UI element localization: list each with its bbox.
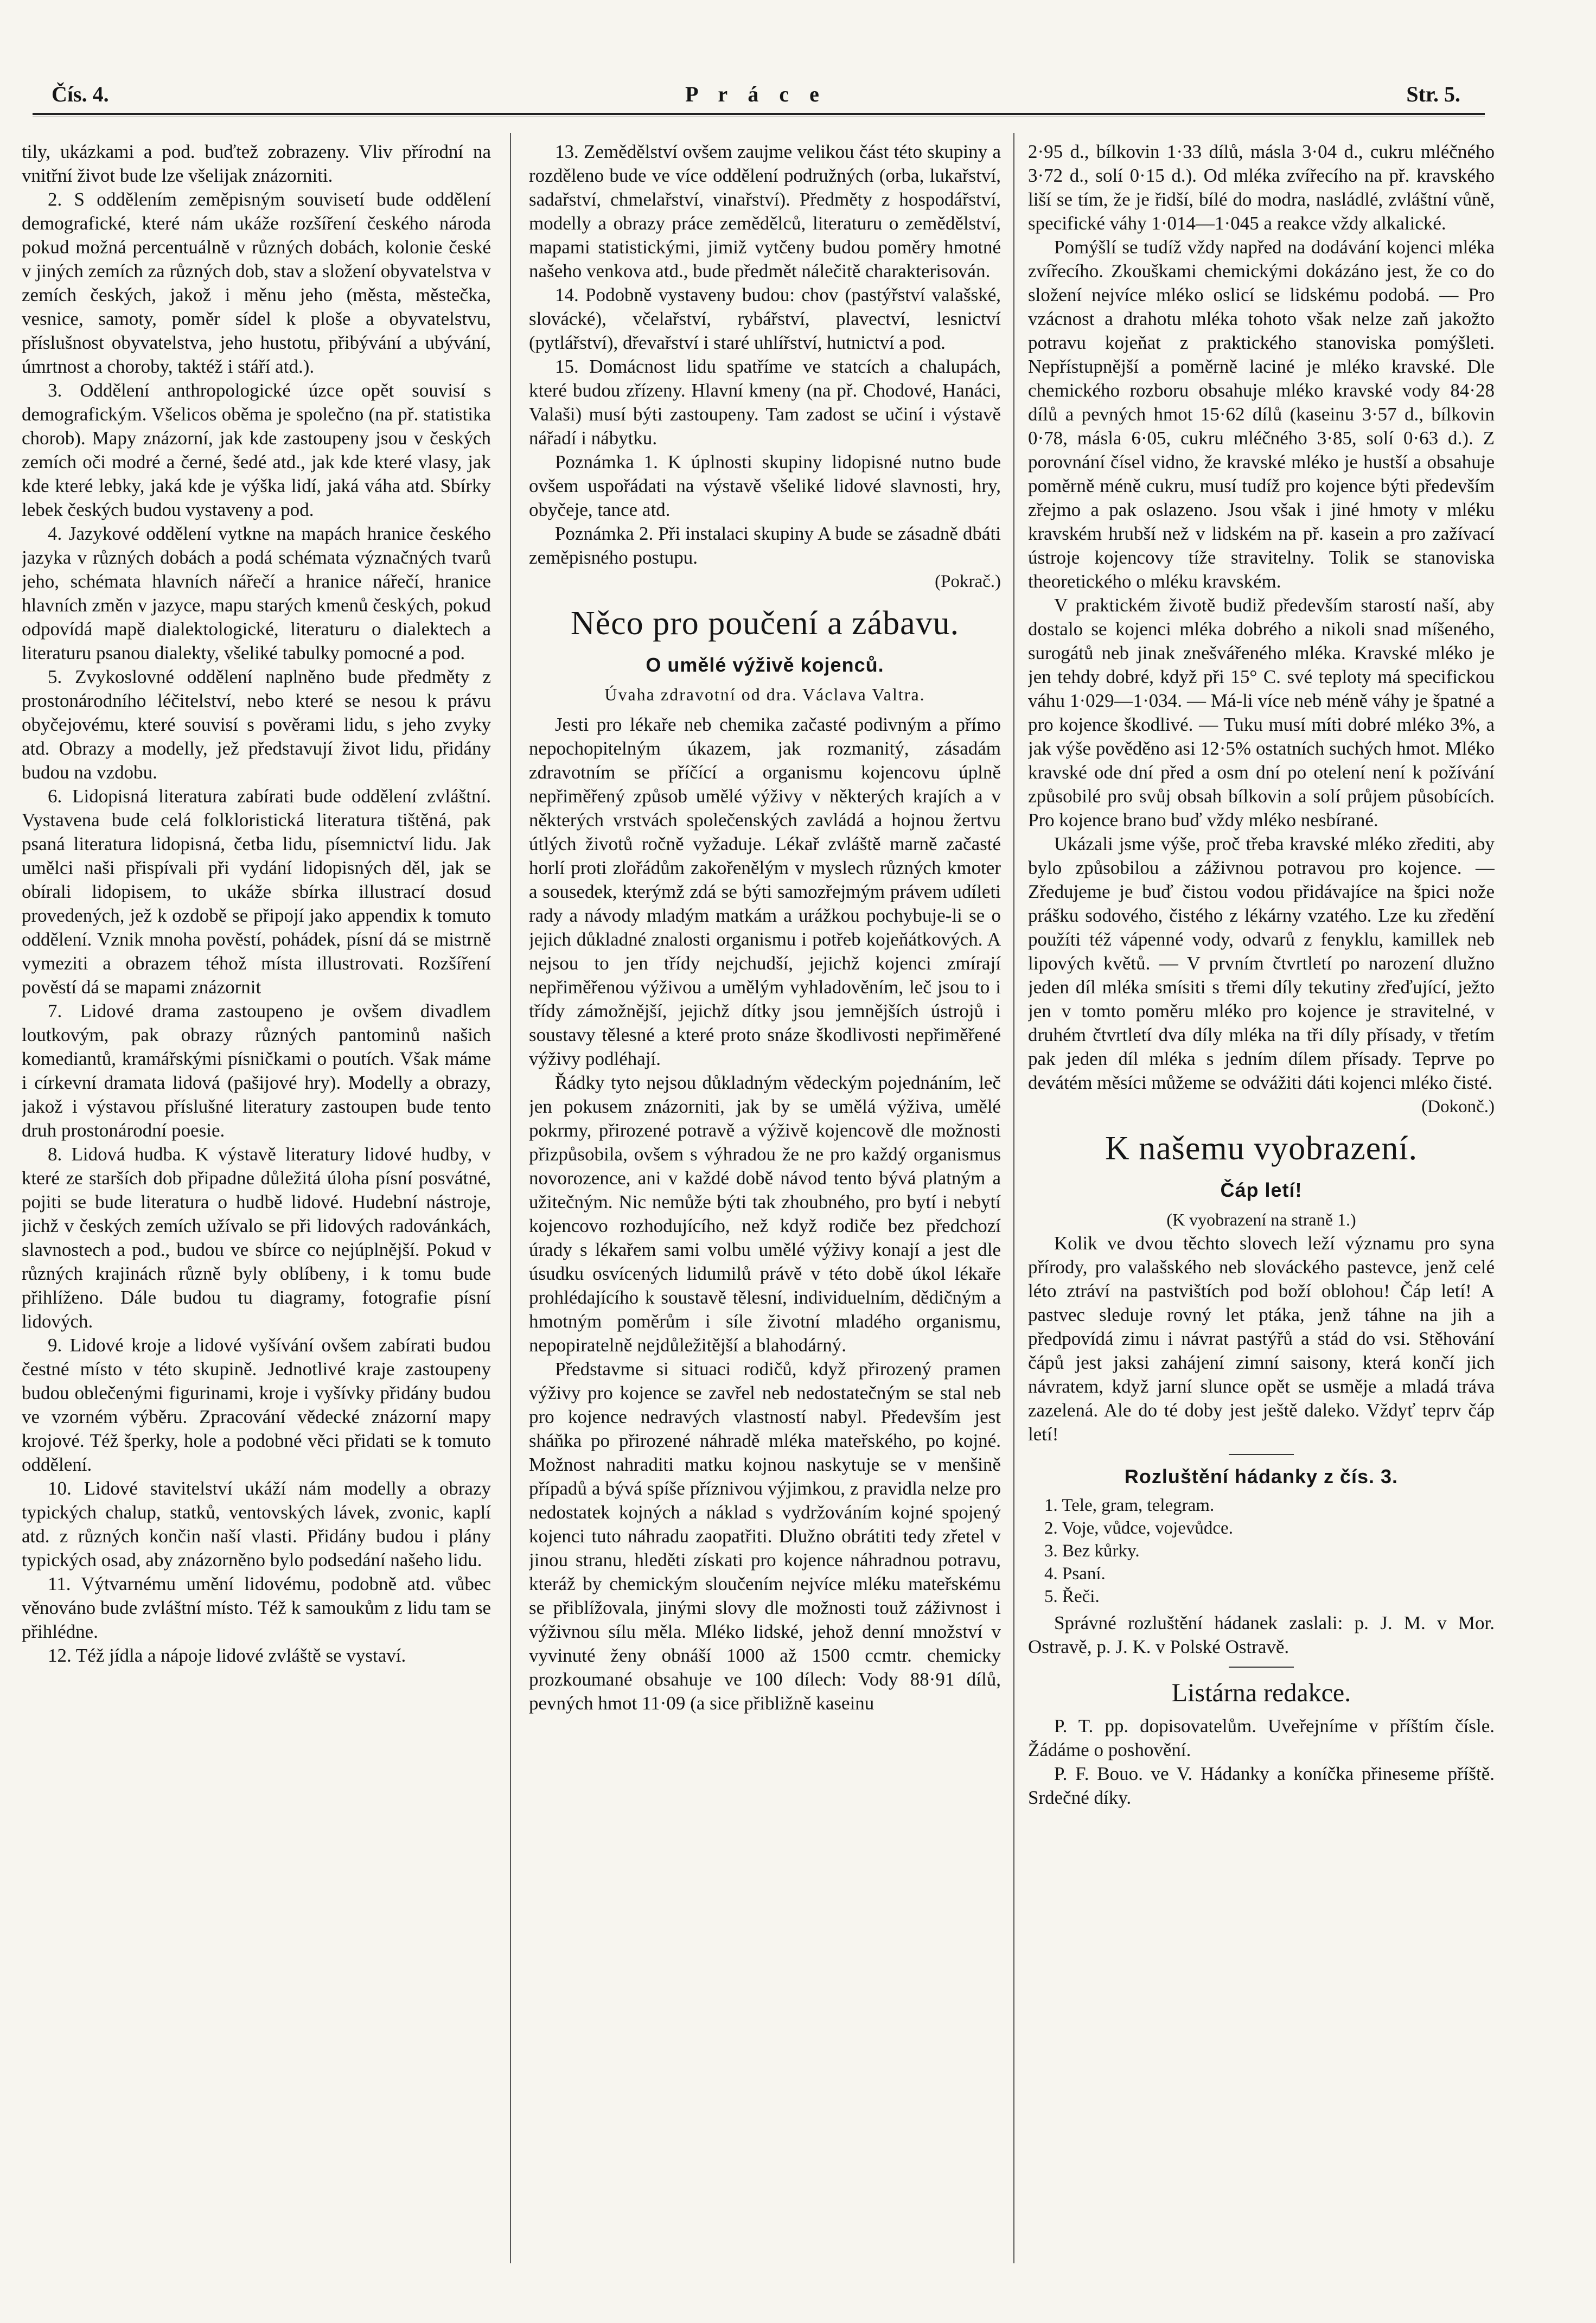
column-2	[529, 140, 1001, 2261]
page-number: Str. 5.	[1406, 82, 1460, 106]
paragraph: 11. Výtvarnému umění lidovému, podobně atd. vůbec věnováno bude zvláštní místo. Též k samoukům z lidu tam se přihlédne.	[22, 1573, 491, 1642]
paragraph: Řádky tyto nejsou důkladným vědeckým pojednáním, leč jen pokusem znázorniti, jak by se umělá výživa, umělé pokrmy, přirozené potravě a výživě kojencově dle možnosti přizpůsobila, ovšem s výhradou že ne pro každý organismus novorozence, ani v každé době návod tento bývá platným a užitečným. Nic nemůže býti tak zhoubného, pro bytí i nebytí kojencovo rozhodujícího, než když rodiče bez předchozí úrady s lékařem sami volbu umělé výživy konají a jest dle úsudku osvícených lidumilů právě v této době úkol lékaře prohlédajícího k soustavě tělesní, individuelním, dědičným a hmotným poměrům i síle životní mladého organismu, nepopiratelně nejdůležitější a blahodárný.	[529, 1072, 1001, 1356]
paragraph: V praktickém životě budiž především starostí naší, aby dostalo se kojenci mléka dobrého a nikoli snad míšeného, surogátů neb jinak znešvářeného mléka. Kravské mléko je jen tehdy dobré, když při 15° C. své teploty má specifickou váhu 1·029—1·034. — Má-li více neb méně váhy je špatné a pro kojence škodlivé. — Tuku musí míti dobré mléko 3%, a jak výše pověděno asi 12·5% ostatních suchých hmot. Mléko kravské ode dní před a osm dní po otelení není k požívání způsobilé pro svůj obsah bílkovin a solí průjem působících. Pro kojence brano buď vždy mléko nesbírané.	[1028, 595, 1495, 831]
paragraph: Pomýšlí se tudíž vždy napřed na dodávání kojenci mléka zvířecího. Zkouškami chemickými dokázáno jest, že co do složení nejvíce mléko oslicí se lidskému podobá. — Pro vzácnost a drahotu mléka tohoto však nelze zaň jakožto potravu kojeňat z praktického stanoviska pomýšleti. Nepřístupnější a poměrně laciné je mléko kravské. Dle chemického rozboru obsahuje mléko kravské vody 84·28 dílů a pevných hmot 15·62 dílů (kaseinu 3·57 d., bílkovin 0·78, másla 6·05, cukru mléčného 3·85, solí 0·63 d.). Z porovnání čísel vidno, že kravské mléko je hustší a obsahuje poměrně méně cukru, musí tudíž pro kojence býti především zřejmo a pak oslazeno. Jsou však i jiné hmoty v mléku kravském hrubší než v lidském na př. kasein a pro zažívací ústroje kojencovy tíže stravitelny. Tolik se stanoviska theoretického o mléku kravském.	[1028, 237, 1495, 592]
list-item: 5. Řeči.	[1044, 1587, 1100, 1606]
paragraph: 3. Oddělení anthropologické úzce opět souvisí s demografickým. Všelicos oběma je společno (na př. statistika chorob). Mapy znázorní, jak kde zastoupeny jsou v českých zemích oči modré a černé, šedé atd., jak kde které vlasy, jak kde které lebky, jaká kde je výška lidí, jaká váha atd. Sbírky lebek českých budou vystaveny a pod.	[22, 380, 491, 520]
column-divider-2	[1013, 133, 1014, 2263]
separator	[1229, 1454, 1294, 1455]
paragraph: 10. Lidové stavitelství ukáží nám modelly a obrazy typických chalup, statků, ventovských lávek, zvonic, kaplí atd. z různých končin naší vlasti. Přidány budou i plány typických osad, aby znázorněno bylo podsedání našeho lidu.	[22, 1478, 491, 1571]
paragraph: 13. Zemědělství ovšem zaujme velikou část této skupiny a rozděleno bude ve více oddělení podružných (orba, lukařství, sadařství, chmelařství, vinařství). Předměty z hospodářství, modelly a obrazy práce zemědělců, literaturu o zemědělství, mapami statistickými, jimiž vytčeny budou poměry hmotné našeho venkova atd., bude předmět nálečitě charakterisován.	[529, 141, 1001, 282]
column-1	[22, 140, 491, 2261]
paragraph: 2·95 d., bílkovin 1·33 dílů, másla 3·04 d., cukru mléčného 3·72 d., solí 0·15 d.). Od mléka zvířecího na př. kravského liší se tím, že je řidší, bílé do modra, nasládlé, zvláštní vůně, specifické váhy 1·014—1·045 a reakce vždy alkalické.	[1028, 141, 1495, 234]
paragraph: Správné rozluštění hádanek zaslali: p. J. M. v Mor. Ostravě, p. J. K. v Polské Ostravě.	[1028, 1612, 1495, 1657]
riddle-title: Rozluštění hádanky z čís. 3.	[1124, 1465, 1399, 1488]
concluded-note: (Dokonč.)	[1421, 1097, 1495, 1116]
riddle-list	[1044, 1494, 1495, 1608]
paragraph: Poznámka 1. K úplnosti skupiny lidopisné nutno bude ovšem uspořádati na výstavě všeliké lidové slavnosti, hry, obyčeje, tance atd.	[529, 451, 1001, 520]
mailbox-title: Listárna redakce.	[1171, 1679, 1351, 1707]
article-title: Čáp letí!	[1220, 1179, 1303, 1201]
list-item: 3. Bez kůrky.	[1044, 1541, 1140, 1561]
paragraph: tily, ukázkami a pod. buďtež zobrazeny. Vliv přírodní na vnitřní život bude lze všelijak znázorniti.	[22, 141, 491, 186]
section-title: K našemu vyobrazení.	[1105, 1130, 1418, 1167]
list-item: 1. Tele, gram, telegram.	[1044, 1496, 1215, 1515]
paragraph: 8. Lidová hudba. K výstavě literatury lidové hudby, v které ze starších dob připadne důležitá úloha písní posvátné, pojiti se bude literatura o hudbě lidové. Hudební nástroje, jichž v českých zemích užívalo se při lidových radovánkách, slavnostech a pod., budou ve sbírce co nejúplnější. Pokud v různých krajinách různě byly oblíbeny, i k tomu bude přihlíženo. Dále budou tu diagramy, fotografie písní lidových.	[22, 1144, 491, 1332]
page-header	[52, 81, 1460, 112]
paragraph: Ukázali jsme výše, proč třeba kravské mléko zřediti, aby bylo způsobilou a záživnou potravou pro kojence. — Zředujeme je buď čistou vodou přidávajíce na špici nože prášku sodového, čistého z lékárny vzatého. Lze ku zředění použíti též vápenné vody, odvarů z fenyklu, kamillek neb lipových květů. — V prvním čtvrtletí po narození dlužno jeden díl mléka smísiti s třemi díly tekutiny zřeďující, ježto jen v tomto poměru mléko pro kojence je stravitelné, v druhém čtvrtletí dva díly mléka na tři díly přísady, v třetím pak jeden díl mléka s jedním dílem přísady. Teprve po devátém měsíci můžeme se odvážiti dáti kojenci mléko čisté.	[1028, 833, 1495, 1093]
paragraph: P. T. pp. dopisovatelům. Uveřejníme v příštím čísle. Žádáme o poshovění.	[1028, 1715, 1495, 1760]
header-rule	[33, 113, 1485, 115]
paragraph: Jesti pro lékaře neb chemika začasté podivným a přímo nepochopitelným úkazem, jak rozmanitý, zásadám zdravotním se příčící a organismu kojencovu úplně nepřiměřený způsob umělé výživy v některých krajích a v některých vrstvách společenských zavládá a hojnou žertvu útlých životů ročně vyžaduje. Lékař zvláště marně začasté horlí proti zlořádům zakořenělým v myslech různých kmoter a sousedek, kterýmž zdá se býti samozřejmým právem udíleti rady a návody mladým matkám a urážkou pochybuje-li se o jejich důkladné znalosti organismu i potřeb kojeňátkových. A nejsou to jen třídy nejchudší, jejichž kojenci zmírají nepřiměřenou výživou a umělým vyhladověním, leč jsou to i třídy zámožnější, jejichž dítky jsou jemnějších ústrojů i soustavy tělesné a které proto snáze škodlivosti nepřiměřené výživy podléhají.	[529, 714, 1001, 1069]
list-item: 2. Voje, vůdce, vojevůdce.	[1044, 1518, 1233, 1538]
continued-note: (Pokrač.)	[935, 572, 1001, 591]
paragraph: 5. Zvykoslovné oddělení naplněno bude předměty z prostonárodního léčitelství, nebo které se nesou k právu obyčejovému, které souvisí s pověrami lidu, s jeho zvyky atd. Obrazy a modelly, jež představují život lidu, přidány budou na vzdobu.	[22, 666, 491, 783]
paragraph: 7. Lidové drama zastoupeno je ovšem divadlem loutkovým, pak obrazy různých pantominů našich komediantů, kramářskými písničkami o poutích. Však máme i církevní dramata lidová (pašijové hry). Modelly a obrazy, jakož i výstavou příslušné literatury zastoupen bude tento druh prostonárodní poesie.	[22, 1000, 491, 1141]
column-divider-1	[510, 133, 511, 2263]
section-title: Něco pro poučení a zábavu.	[570, 605, 960, 642]
newspaper-title: P r á c e	[685, 82, 827, 106]
paragraph: Poznámka 2. Při instalaci skupiny A bude se zásadně dbáti zeměpisného postupu.	[529, 523, 1001, 568]
paragraph: Představme si situaci rodičů, když přirozený pramen výživy pro kojence se zavřel neb nedostatečným se stal neb pro kojence nedravých vlastností nabyl. Především jest sháňka po přirozené náhradě mléka mateřského, po kojné. Možnost nahraditi matku kojnou naskytuje se v menšině případů a bývá spíše příznivou výjimkou, z pravidla nelze pro nedostatek kojných a náklad s vydržováním kojné spojený kojenci tuto náhradu zaopatřiti. Dlužno obrátiti tedy zřetel v jinou stranu, hleděti získati pro kojence náhradnou potravu, kteráž by chemickým sloučením nejvíce mléku mateřskému se přiblížovala, jinými slovy dle možnosti touž záživnost i výživnou sílu měla. Mléko lidské, jehož denní množství v vyvinuté ženy obnáší 1000 až 1500 ccmtr. chemicky prozkoumané obsahuje ve 100 dílech: Vody 88·91 dílů, pevných hmot 11·09 (a sice přibližně kaseinu	[529, 1358, 1001, 1714]
illustration-note: (K vyobrazení na straně 1.)	[1166, 1210, 1356, 1229]
separator	[1229, 1667, 1294, 1668]
paragraph: 2. S oddělením zeměpisným souvisetí bude oddělení demografické, které nám ukáže rozšíření českého národa pokud možná percentuálně v různých dobách, kolonie české v jiných zemích za různých dob, stav a složení obyvatelstva v zemích českých, jakož i měnu jeho (města, městečka, vesnice, samoty, poměr sídel k ploše a obyvatelstvu, příslušnost obyvatelstva, jeho hustotu, přibývání a ubývání, úmrtnost a choroby, taktéž i stáří atd.).	[22, 189, 491, 377]
paragraph: 9. Lidové kroje a lidové vyšívání ovšem zabírati budou čestné místo v této skupině. Jednotlivé kraje zastoupeny budou oblečenými figurinami, kroje i vyšívky přidány budou ve vzorném výběru. Zpracování vědecké znázorní mapy krojové. Též šperky, hole a podobné věci přidati se k tomuto oddělení.	[22, 1335, 491, 1475]
issue-number: Čís. 4.	[52, 82, 109, 106]
paragraph: 15. Domácnost lidu spatříme ve statcích a chalupách, které budou zřízeny. Hlavní kmeny (na př. Chodové, Hanáci, Valaši) musí býti zastoupeny. Tam zadost se učiní i výstavě nářadí i nábytku.	[529, 356, 1001, 449]
paragraph: 4. Jazykové oddělení vytkne na mapách hranice českého jazyka v různých dobách a podá schémata význačných tvarů jeho, schémata hlavních nářečí a hranice nářečí, hranice hlavních změn v jazyce, mapu starých kmenů českých, pokud odpovídá mapě dialektologické, literaturu o dialektech a literaturu psanou dialekty, všeliké tabulky pomocné a pod.	[22, 523, 491, 663]
paragraph: Kolik ve dvou těchto slovech leží významu pro syna přírody, pro valašského neb slováckého pastevce, jenž celé léto ztráví na pastvištích pod boží oblohou! Čáp letí! A pastvec sleduje rovný let ptáka, jenž táhne na jih a předpovídá zimu i návrat pastýřů a stád do vsi. Stěhování čápů jest jaksi zahájení zimní saisony, která končí jich návratem, když jarní slunce opět se usměje a mladá tráva zazelená. Ale do té doby jest ještě daleko. Vždyť teprv čáp letí!	[1028, 1233, 1495, 1445]
list-item: 4. Psaní.	[1044, 1564, 1106, 1584]
paragraph: 6. Lidopisná literatura zabírati bude oddělení zvláštní. Vystavena bude celá folkloristická literatura tištěná, pak psaná literatura lidopisná, četba lidu, písemnictví lidu. Jak umělci naši přispívali při vydání lidopisných děl, jak se obírali lidopisem, to ukáže sbírka illustrací dosud provedených, jež k ozdobě se připojí jako appendix k tomuto oddělení. Vznik mnoha pověstí, pohádek, písní dá se mistrně vymeziti a obrazem téhož místa illustrovati. Rozšíření pověstí dá se mapami znázornit	[22, 786, 491, 998]
article-title: O umělé výživě kojenců.	[646, 654, 884, 676]
article-byline: Úvaha zdravotní od dra. Václava Valtra.	[604, 685, 925, 704]
column-3	[1028, 140, 1495, 2261]
paragraph: P. F. Bouo. ve V. Hádanky a koníčka přineseme příště. Srdečné díky.	[1028, 1763, 1495, 1808]
paragraph: 12. Též jídla a nápoje lidové zvláště se vystaví.	[48, 1645, 406, 1666]
paragraph: 14. Podobně vystaveny budou: chov (pastýřství valašské, slovácké), včelařství, rybářství, plavectví, lesnictví (pytlářství), dřevařství i staré uhlířství, hutnictví a pod.	[529, 284, 1001, 353]
